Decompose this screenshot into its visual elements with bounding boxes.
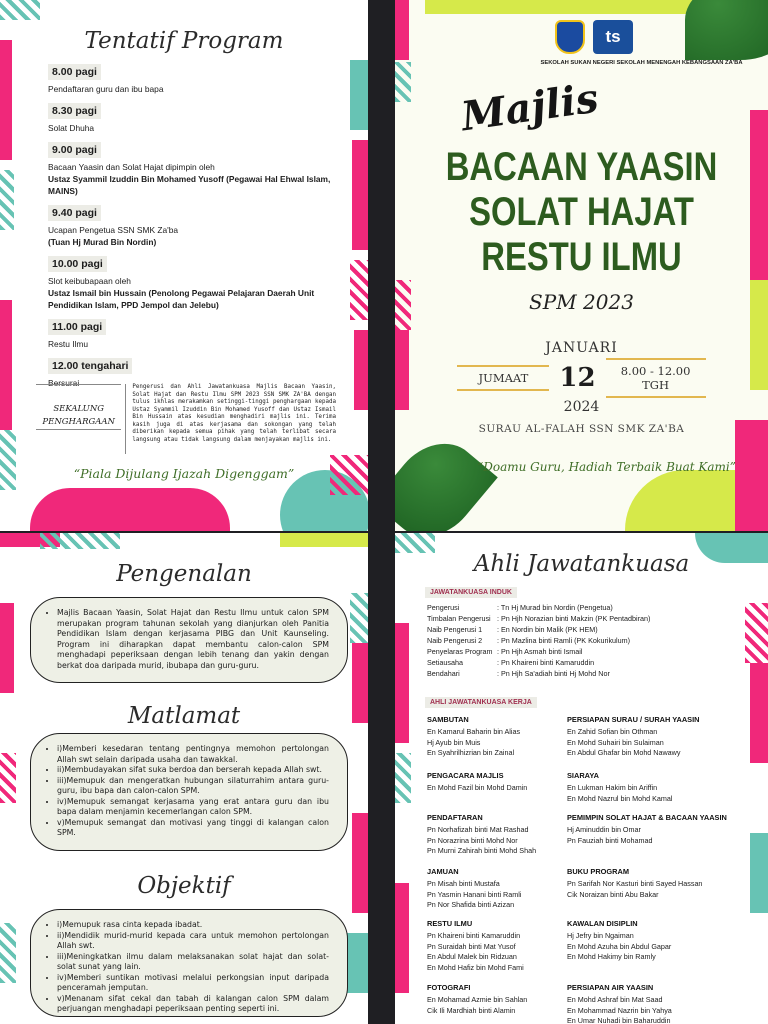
intro-panel [0,533,368,1024]
intro-title: Pengenalan [116,561,252,587]
event-year: 2024 [563,399,600,415]
member-name: Pn Fauziah binti Mohamad [567,835,653,845]
member-name: En Mohd Hakimy bin Ramly [567,952,656,962]
induk-name: : Tn Hj Murad bin Nordin (Pengetua) [497,603,613,612]
appreciation-text: Pengerusi dan Ahli Jawatankuasa Majlis Bacaan Yaasin, Solat Hajat dan Restu Ilmu SPM 2023 SSN SMK ZA'BA dengan tulus ikhlas merakamkan setinggi-tinggi penghargaan kepada Ustaz Syammil Izuddin Bin Mohamed Yusoff dan Ustaz Ismail Bin Hussain atas kesudian menghadiri majlis ini. Terima kasih juga di atas kerjasama dan sokongan yang telah diberikan kepada semua pihak yang telah terlibat secara langsung atau tidak langsung dalam menjayakan majlis ini. [125,384,336,454]
monstera-leaf-icon [685,0,768,60]
schedule-desc: Slot keibubapaan oleh [48,276,131,286]
date-row [395,358,768,398]
group-heading: JAMUAN [427,867,459,876]
group-heading: PENDAFTARAN [427,813,483,822]
schedule-desc: Solat Dhuha [48,123,95,133]
schedule-speaker: Ustaz Syammil Izuddin Bin Mohamed Yusoff (Pegawai Hal Ehwal Islam, MAINS) [48,174,331,196]
group-heading: PENGACARA MAJLIS [427,771,504,780]
headline-line: RESTU ILMU [481,235,682,279]
member-name: Hj Ayub bin Muis [427,737,481,747]
goal-box [30,733,348,851]
induk-role: Setiausaha [427,658,463,667]
group-heading: SAMBUTAN [427,715,469,724]
group-heading: BUKU PROGRAM [567,867,629,876]
group-heading: PEMIMPIN SOLAT HAJAT & BACAAN YAASIN [567,813,727,822]
member-name: Pn Misah binti Mustafa [427,879,500,889]
induk-row [427,636,630,647]
schedule-item [48,317,333,350]
committee-group [427,983,587,1016]
intro-text: • Majlis Bacaan Yaasin, Solat Hajat dan Restu Ilmu untuk calon SPM merupakan program tahunan sekolah yang dianjurkan oleh Panitia Pendidikan Islam dengan kerjasama PIBG dan Unit Kaunseling. Program ini diharapkan dapat membantu calon-calon SPM menghadapi peperiksaan dengan lebih tenang dan yakin dengan berkat doa daripada murid, ibubapa dan guru-guru. [57,608,329,671]
monstera-leaf-icon [395,426,498,531]
induk-name: : Pn Hjh Norazian binti Makzin (PK Pentadbiran) [497,614,651,623]
member-name: En Mohd Azuha bin Abdul Gapar [567,941,672,951]
tentatif-title: Tentatif Program [84,28,284,54]
induk-row [427,647,582,658]
goal-item: • v)Memupuk semangat dan motivasi yang tinggi di kalangan calon SPM. [57,818,329,839]
induk-name: : Pn Mazlina binti Ramli (PK Kokurikulum) [497,636,631,645]
committee-group [567,813,757,846]
committee-panel [395,533,768,1024]
school-logos [555,20,633,54]
schedule-item [48,101,333,134]
goal-item: • ii)Membudayakan sifat suka berdoa dan berserah kepada Allah swt. [57,765,329,776]
committee-group [427,771,587,794]
induk-name: : Pn Khaireni binti Kamaruddin [497,658,595,667]
schedule-item [48,62,333,95]
schedule-desc: Restu Ilmu [48,339,89,349]
member-name: En Mohamad Azmie bin Sahlan [427,995,528,1005]
group-heading: SIARAYA [567,771,599,780]
induk-row [427,614,650,625]
objective-box [30,909,348,1017]
member-name: En Abdul Ghafar bin Mohd Nawawy [567,748,681,758]
member-name: En Abdul Malek bin Ridzuan [427,952,517,962]
event-time: 8.00 - 12.00 TGH [606,358,706,398]
induk-role: Timbalan Pengerusi [427,614,491,623]
member-name: En Umar Nuhadi bin Baharuddin [567,1016,671,1024]
committee-group [567,983,747,1024]
member-name: Cik Noraizan binti Abu Bakar [567,889,659,899]
objective-item: • ii)Mendidik murid-murid kepada cara untuk memohon pertolongan Allah swt. [57,931,329,952]
schedule-time: 11.00 pagi [48,319,106,335]
induk-row [427,603,613,614]
group-heading: KAWALAN DISIPLIN [567,919,638,928]
schedule-desc: Pendaftaran guru dan ibu bapa [48,84,164,94]
committee-title: Ahli Jawatankuasa [473,551,690,577]
member-name: Pn Norhafizah binti Mat Rashad [427,825,529,835]
objective-item: • iv)Memberi suntikan motivasi melalui perkongsian input daripada penceramah jemputan. [57,973,329,994]
goal-item: • iv)Memupuk semangat kerjasama yang erat antara guru dan ibu bapa dalam menjamin kecemerlangan calon SPM. [57,797,329,818]
induk-row [427,658,594,669]
induk-role: Penyelaras Program [427,647,493,656]
member-name: En Lukman Hakim bin Ariffin [567,783,658,793]
schedule-desc: Bersurai [48,378,80,388]
member-name: Pn Yasmin Hanani binti Ramli [427,889,522,899]
committee-group [427,715,587,759]
committee-group [427,919,587,973]
group-heading: PERSIAPAN AIR YAASIN [567,983,654,992]
member-name: Hj Jefry bin Ngaiman [567,931,634,941]
member-name: En Mohd Hafiz bin Mohd Fami [427,962,524,972]
schedule-list [48,62,333,395]
committee-group [427,813,587,857]
goal-title: Matlamat [127,703,241,729]
event-date [395,340,768,435]
committee-group [567,867,757,900]
member-name: Hj Aminuddin bin Omar [567,825,641,835]
motto-quote: “Piala Dijulang Ijazah Digenggam” [73,466,295,481]
intro-box [30,597,348,683]
event-date-number: 12 [559,363,596,393]
spm-year: SPM 2023 [529,290,634,314]
schedule-desc: Ucapan Pengetua SSN SMK Za'ba [48,225,179,235]
schedule-item [48,203,333,248]
member-name: Pn Nor Shafida binti Azizan [427,900,515,910]
induk-name: : Pn Hjh Sa'adiah binti Hj Mohd Nor [497,669,610,678]
school-names: SEKOLAH SUKAN NEGERI SEKOLAH MENENGAH KEBANGSAAN ZA'BA [540,60,743,66]
member-name: En Mohd Nazrul bin Mohd Kamal [567,793,673,803]
objective-item: • iii)Meningkatkan ilmu dalam melaksanakan solat hajat dan solat-solat sunat yang lain. [57,952,329,973]
schedule-speaker: (Tuan Hj Murad Bin Nordin) [48,237,157,247]
cover-quote: “Doamu Guru, Hadiah Terbaik Buat Kami” [477,460,736,474]
schedule-time: 12.00 tengahari [48,358,132,374]
schedule-item [48,254,333,311]
member-name: En Mohd Fazil bin Mohd Damin [427,783,528,793]
schedule-time: 9.00 pagi [48,142,101,158]
member-name: En Kamarul Baharin bin Alias [427,727,521,737]
induk-role: Naib Pengerusi 2 [427,636,483,645]
schedule-item [48,140,333,197]
member-name: En Syahrilhizrian bin Zainal [427,748,515,758]
member-name: En Mohd Suhairi bin Sulaiman [567,737,664,747]
schedule-speaker: Ustaz Ismail bin Hussain (Penolong Pegawai Pelajaran Daerah Unit Pendidikan Islam, PPD Jempol dan Jelebu) [48,288,315,310]
induk-role: Bendahari [427,669,460,678]
appreciation-label: SEKALUNG PENGHARGAAN [36,384,121,430]
goal-item: • iii)Memupuk dan mengeratkan hubungan silaturrahim antara guru-guru, ibu bapa dan calon-calon SPM. [57,776,329,797]
committee-group [427,867,587,911]
member-name: En Zahid Sofian bin Othman [567,727,658,737]
ssn-crest-icon [555,20,585,54]
event-day: JUMAAT [457,365,549,391]
member-name: En Mohd Ashraf bin Mat Saad [567,995,663,1005]
member-name: Pn Suraidah binti Mat Yusof [427,941,516,951]
induk-label: JAWATANKUASA INDUK [425,587,517,598]
group-heading: PERSIAPAN SURAU / SURAH YAASIN [567,715,700,724]
schedule-time: 8.30 pagi [48,103,101,119]
committee-group [567,919,747,963]
schedule-time: 9.40 pagi [48,205,101,221]
headline-line: BACAAN YAASIN [445,145,718,189]
tentatif-panel [0,0,368,531]
ts25-logo: ts [593,20,633,54]
member-name: Cik Ili Mardhiah binti Alamin [427,1005,516,1015]
objective-item: • i)Memupuk rasa cinta kepada ibadat. [57,920,329,931]
induk-row [427,669,610,680]
induk-row [427,625,598,636]
kerja-label: AHLI JAWATANKUASA KERJA [425,697,537,708]
member-name: Pn Norazrina binti Mohd Nor [427,835,518,845]
committee-group [567,715,747,759]
objective-item: • v)Menanam sifat cekal dan tabah di kalangan calon SPM dalam perjuangan menghadapi peperiksaan penting seperti ini. [57,994,329,1015]
induk-name: : En Nordin bin Malik (PK HEM) [497,625,598,634]
member-name: Pn Sarifah Nor Kasturi binti Sayed Hassan [567,879,703,889]
induk-role: Pengerusi [427,603,460,612]
objective-title: Objektif [137,873,231,899]
induk-role: Naib Pengerusi 1 [427,625,483,634]
member-name: Pn Murni Zahirah binti Mohd Shah [427,846,537,856]
event-venue: SURAU AL-FALAH SSN SMK ZA'BA [478,423,685,435]
member-name: En Mohammad Nazrin bin Yahya [567,1005,672,1015]
appreciation-block [36,384,336,454]
schedule-time: 10.00 pagi [48,256,107,272]
goal-item: • i)Memberi kesedaran tentang pentingnya memohon pertolongan Allah swt selain daripada usaha dan tawakkal. [57,744,329,765]
majlis-heading: Majlis [458,74,602,141]
group-heading: RESTU ILMU [427,919,473,928]
schedule-desc: Bacaan Yaasin dan Solat Hajat dipimpin oleh [48,162,215,172]
headline-line: SOLAT HAJAT [469,190,694,234]
member-name: Pn Khaireni binti Kamaruddin [427,931,521,941]
cover-panel [395,0,768,531]
schedule-time: 8.00 pagi [48,64,101,80]
group-heading: FOTOGRAFI [427,983,471,992]
event-headline [429,145,735,280]
event-month: JANUARI [545,340,618,356]
induk-name: : Pn Hjh Asmah binti Ismail [497,647,583,656]
committee-group [567,771,747,804]
